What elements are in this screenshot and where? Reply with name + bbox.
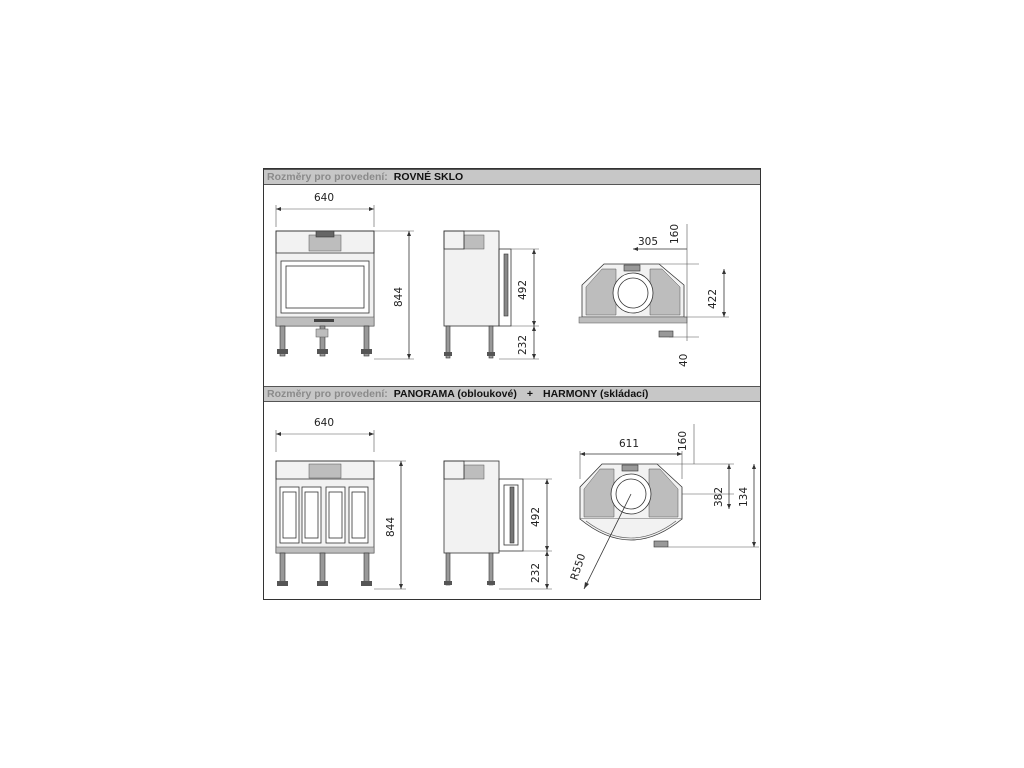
front-height-label: 844	[393, 286, 405, 307]
plan-width-label: 611	[619, 438, 640, 450]
plan-top-offset-label: 160	[669, 223, 681, 244]
side-view-rovne-sklo	[444, 231, 539, 359]
section-plus: +	[526, 388, 533, 400]
section-value: PANORAMA (obloukové)	[393, 388, 517, 400]
side-leg-height-label: 232	[530, 562, 542, 583]
plan-depth-label: 305	[638, 236, 659, 248]
technical-drawings	[264, 169, 762, 601]
section-label: Rozměry pro provedení:	[267, 171, 388, 183]
plan-height-label: 422	[707, 288, 719, 309]
plan-extra-label: 134	[738, 486, 750, 507]
front-view-rovne-sklo	[276, 192, 414, 359]
section-value: ROVNÉ SKLO	[393, 171, 464, 183]
front-height-label: 844	[385, 516, 397, 537]
plan-height-label: 382	[713, 486, 725, 507]
side-door-height-label: 492	[517, 279, 529, 300]
front-width-label: 640	[314, 417, 335, 429]
plan-view-panorama	[568, 424, 759, 589]
side-leg-height-label: 232	[517, 334, 529, 355]
section-value-2: HARMONY (skládací)	[543, 388, 649, 400]
dimension-sheet	[263, 168, 761, 600]
section-label: Rozměry pro provedení:	[267, 388, 388, 400]
plan-bottom-label: 40	[678, 353, 690, 367]
side-view-panorama	[444, 461, 552, 589]
side-door-height-label: 492	[530, 506, 542, 527]
plan-view-rovne-sklo	[579, 224, 729, 367]
radius-label: R550	[568, 552, 589, 582]
front-view-panorama	[276, 417, 406, 589]
front-width-label: 640	[314, 192, 335, 204]
plan-top-offset-label: 160	[677, 430, 689, 451]
